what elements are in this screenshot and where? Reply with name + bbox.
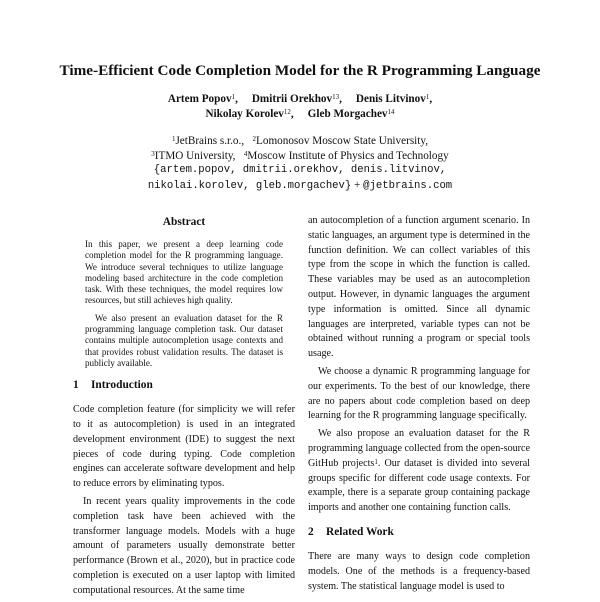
affiliation-line-2: $^3$ITMO University, $^4$Moscow Institute of Physics and Technology [151,149,449,162]
author-name: Denis Litvinov [355,93,426,105]
author-name: Artem Popov [167,93,232,105]
right-column [308,214,530,597]
body-paragraph: Code completion feature (for simplicity we will refer to it as autocompletion) is used in an integrated development environment (IDE) to suggest the next pieces of code during typing. Code completion engines can accelerate software development and help to reduce errors by eliminating typos. [73,404,295,490]
author-affiliation-mark: 14 [387,108,395,116]
paper-title: Time-Efficient Code Completion Model for the R Programming Language [59,62,541,79]
footnote-mark: 1 [374,457,378,466]
section-number: 1 [73,379,79,392]
email-plus: + [354,178,361,191]
author-line-2: Nikolay Korolev$^{12}$, Gleb Morgachev$^{14}$ [205,108,395,120]
section-number: 2 [308,525,314,538]
author-name: Nikolay Korolev [205,108,284,120]
section-heading-related-work [308,526,530,538]
body-paragraph: We choose a dynamic R programming language for our experiments. To the best of our knowledge, there are no papers about code completion based on deep learning for the R programming language specifically. [308,365,530,422]
author-affiliation-mark: 13 [332,93,340,101]
author-name: Dmitrii Orekhov [251,93,333,105]
email-line-2 [0,178,600,194]
abstract-paragraph: In this paper, we present a deep learning code completion model for the R programming language. We introduce several techniques to utilize language modeling based architecture in the code completion task. With these techniques, the model requires low resources, but still achieves high quality. [85,239,283,306]
section-title: Related Work [326,525,394,538]
section-title: Introduction [91,379,153,392]
author-affiliation-mark: 12 [283,108,291,116]
author-affiliation-mark: 1 [231,93,236,101]
body-paragraph: We also propose an evaluation dataset for the R programming language collected from the open-source GitHub projects$^1$. Our dataset is divided into several groups specific for different code usage contexts. For example, there is a separate group containing package imports and another one containing function calls. [308,428,530,514]
section-heading-introduction [73,379,295,391]
affiliation-name: Moscow Institute of Physics and Technology [247,149,449,162]
affiliation-name: Lomonosov Moscow State University, [256,135,429,147]
affiliation-line-1: $^1$JetBrains s.r.o., $^2$Lomonosov Moscow State University, [171,135,429,147]
author-name: Gleb Morgachev [307,108,388,120]
body-paragraph: an autocompletion of a function argument scenario. In static languages, an argument type is determined in the function definition. We can collect variables of this type from the scope in which the function is called. These variables may be used as an autocompletion output. However, in dynamic languages the argument type information is omitted. Since all dynamic languages are interpreted, variable types can not be obtained without running a program or special tools usage. [308,215,530,360]
left-column [73,214,295,602]
email-names: nikolai.korolev, gleb.morgachev} [147,179,352,192]
body-paragraph: There are many ways to design code completion models. One of the methods is a frequency-based system. The statistical language model is used to [308,550,530,592]
body-paragraph: In recent years quality improvements in the code completion task have been achieved with the transformer language models. Models with a huge amount of parameters usually demonstrate better performance (Brown et al., 2020), but in practice code completion is executed on a user laptop with limited computational resources. At the same time [73,496,295,596]
affiliation-name: JetBrains s.r.o., [175,135,245,147]
affiliation-block [0,134,600,193]
author-line-1: Artem Popov$^1$, Dmitrii Orekhov$^{13}$, Denis Litvinov$^1$, [167,93,433,105]
affiliation-name: ITMO University, [154,149,236,162]
author-block [0,92,600,122]
email-domain: @jetbrains.com [363,179,453,192]
author-affiliation-mark: 1 [425,93,430,101]
email-line-1: {artem.popov, dmitrii.orekhov, denis.litvinov, [153,164,447,177]
abstract-paragraph: We also present an evaluation dataset for the R programming language completion task. Our dataset contains multiple autocompletion usage contexts and that provides robust validation results. The dataset is publicly available. [85,312,283,368]
abstract-heading: Abstract [162,216,206,228]
